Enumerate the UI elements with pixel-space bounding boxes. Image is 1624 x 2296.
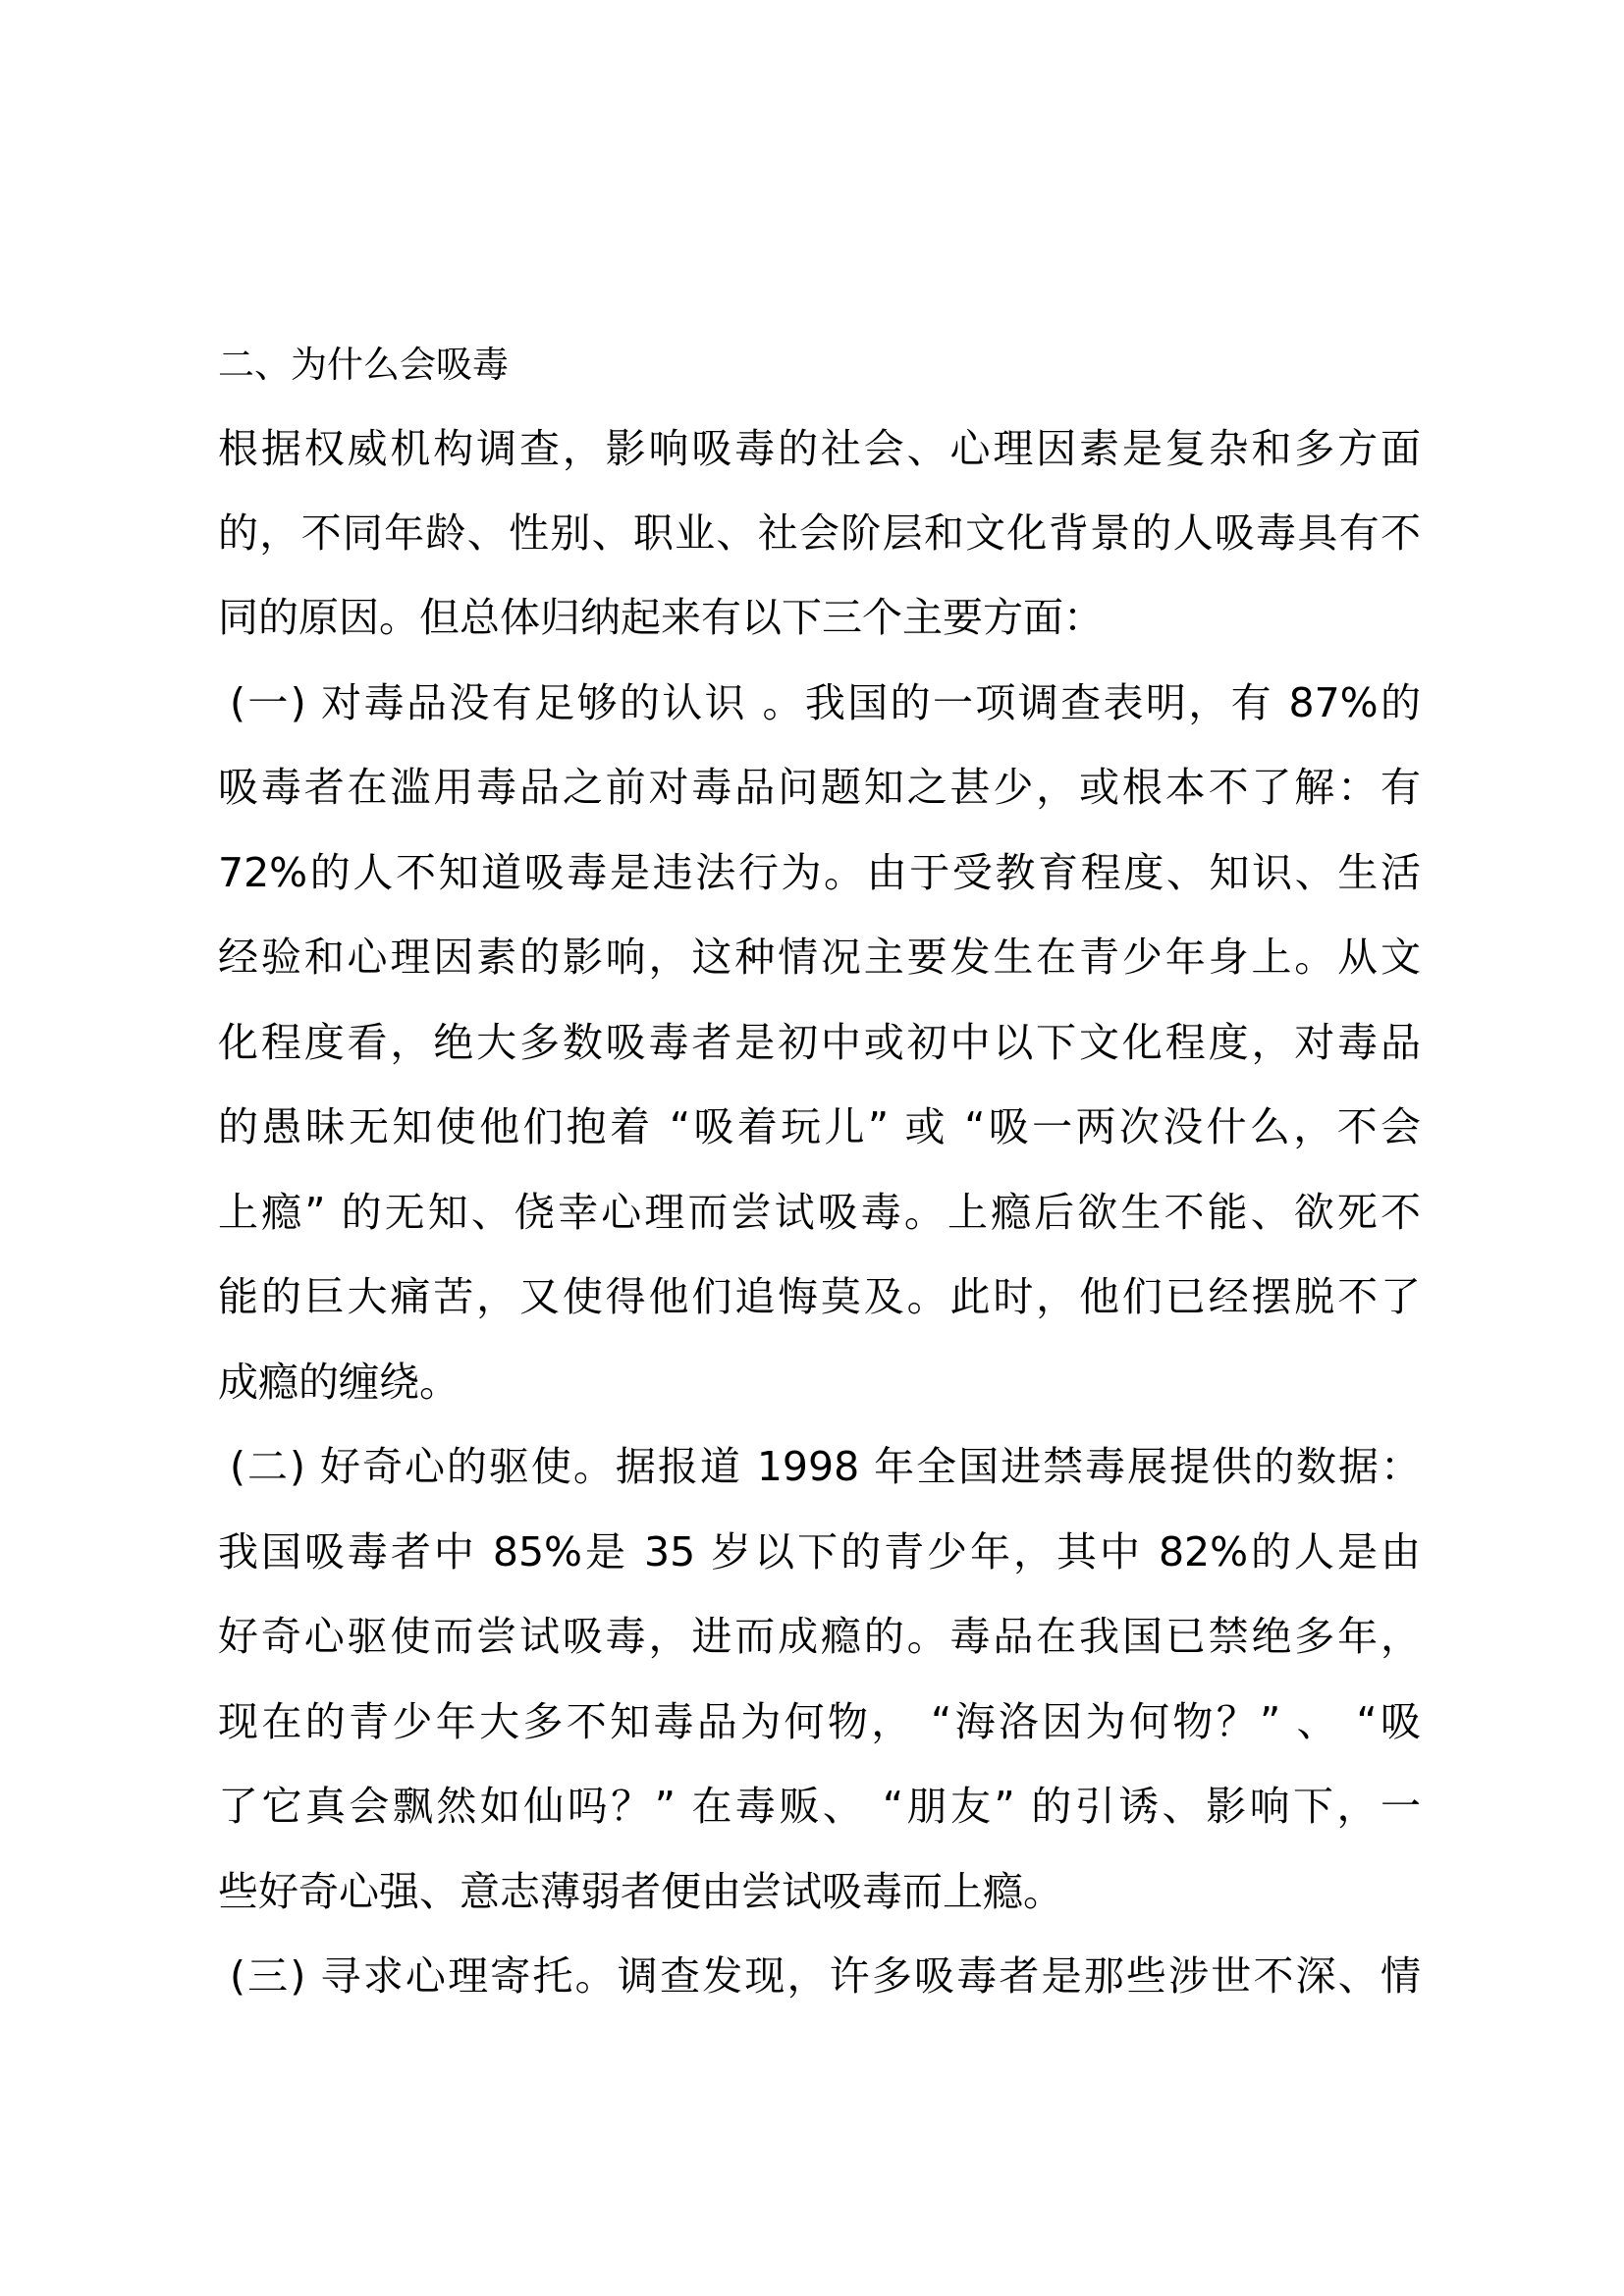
paragraph-line: 化程度看，绝大多数吸毒者是初中或初中以下文化程度，对毒品 bbox=[218, 1019, 1421, 1066]
paragraph-line: (一) 对毒品没有足够的认识 。我国的一项调查表明，有 87%的 bbox=[230, 679, 1421, 726]
paragraph-line: 同的原因。但总体归纳起来有以下三个主要方面： bbox=[218, 594, 1104, 641]
paragraph-line: 我国吸毒者中 85%是 35 岁以下的青少年，其中 82%的人是由 bbox=[218, 1528, 1421, 1575]
paragraph-line: 的，不同年龄、性别、职业、社会阶层和文化背景的人吸毒具有不 bbox=[218, 509, 1421, 557]
paragraph-line: 上瘾” 的无知、侥幸心理而尝试吸毒。上瘾后欲生不能、欲死不 bbox=[218, 1189, 1421, 1236]
paragraph-line: 些好奇心强、意志薄弱者便由尝试吸毒而上瘾。 bbox=[218, 1868, 1063, 1915]
paragraph-line: 能的巨大痛苦，又使得他们追悔莫及。此时，他们已经摆脱不了 bbox=[218, 1273, 1421, 1320]
paragraph-line: 了它真会飘然如仙吗？” 在毒贩、 “朋友” 的引诱、影响下，一 bbox=[218, 1783, 1421, 1830]
paragraph-line: 经验和心理因素的影响，这种情况主要发生在青少年身上。从文 bbox=[218, 934, 1421, 981]
paragraph-line: 根据权威机构调查，影响吸毒的社会、心理因素是复杂和多方面 bbox=[218, 425, 1421, 472]
paragraph-line: 现在的青少年大多不知毒品为何物， “海洛因为何物？” 、 “吸 bbox=[218, 1698, 1421, 1745]
paragraph-line: 的愚昧无知使他们抱着 “吸着玩儿” 或 “吸一两次没什么，不会 bbox=[218, 1103, 1421, 1150]
section-title: 二、为什么会吸毒 bbox=[218, 344, 509, 386]
paragraph-line: 吸毒者在滥用毒品之前对毒品问题知之甚少，或根本不了解：有 bbox=[218, 764, 1421, 811]
paragraph-line: (三) 寻求心理寄托。调查发现，许多吸毒者是那些涉世不深、情 bbox=[230, 1952, 1421, 2000]
paragraph-line: 好奇心驱使而尝试吸毒，进而成瘾的。毒品在我国已禁绝多年， bbox=[218, 1613, 1421, 1660]
paragraph-line: 成瘾的缠绕。 bbox=[218, 1359, 460, 1406]
paragraph-line: (二) 好奇心的驱使。据报道 1998 年全国进禁毒展提供的数据： bbox=[230, 1443, 1421, 1490]
paragraph-line: 72%的人不知道吸毒是违法行为。由于受教育程度、知识、生活 bbox=[218, 849, 1421, 896]
